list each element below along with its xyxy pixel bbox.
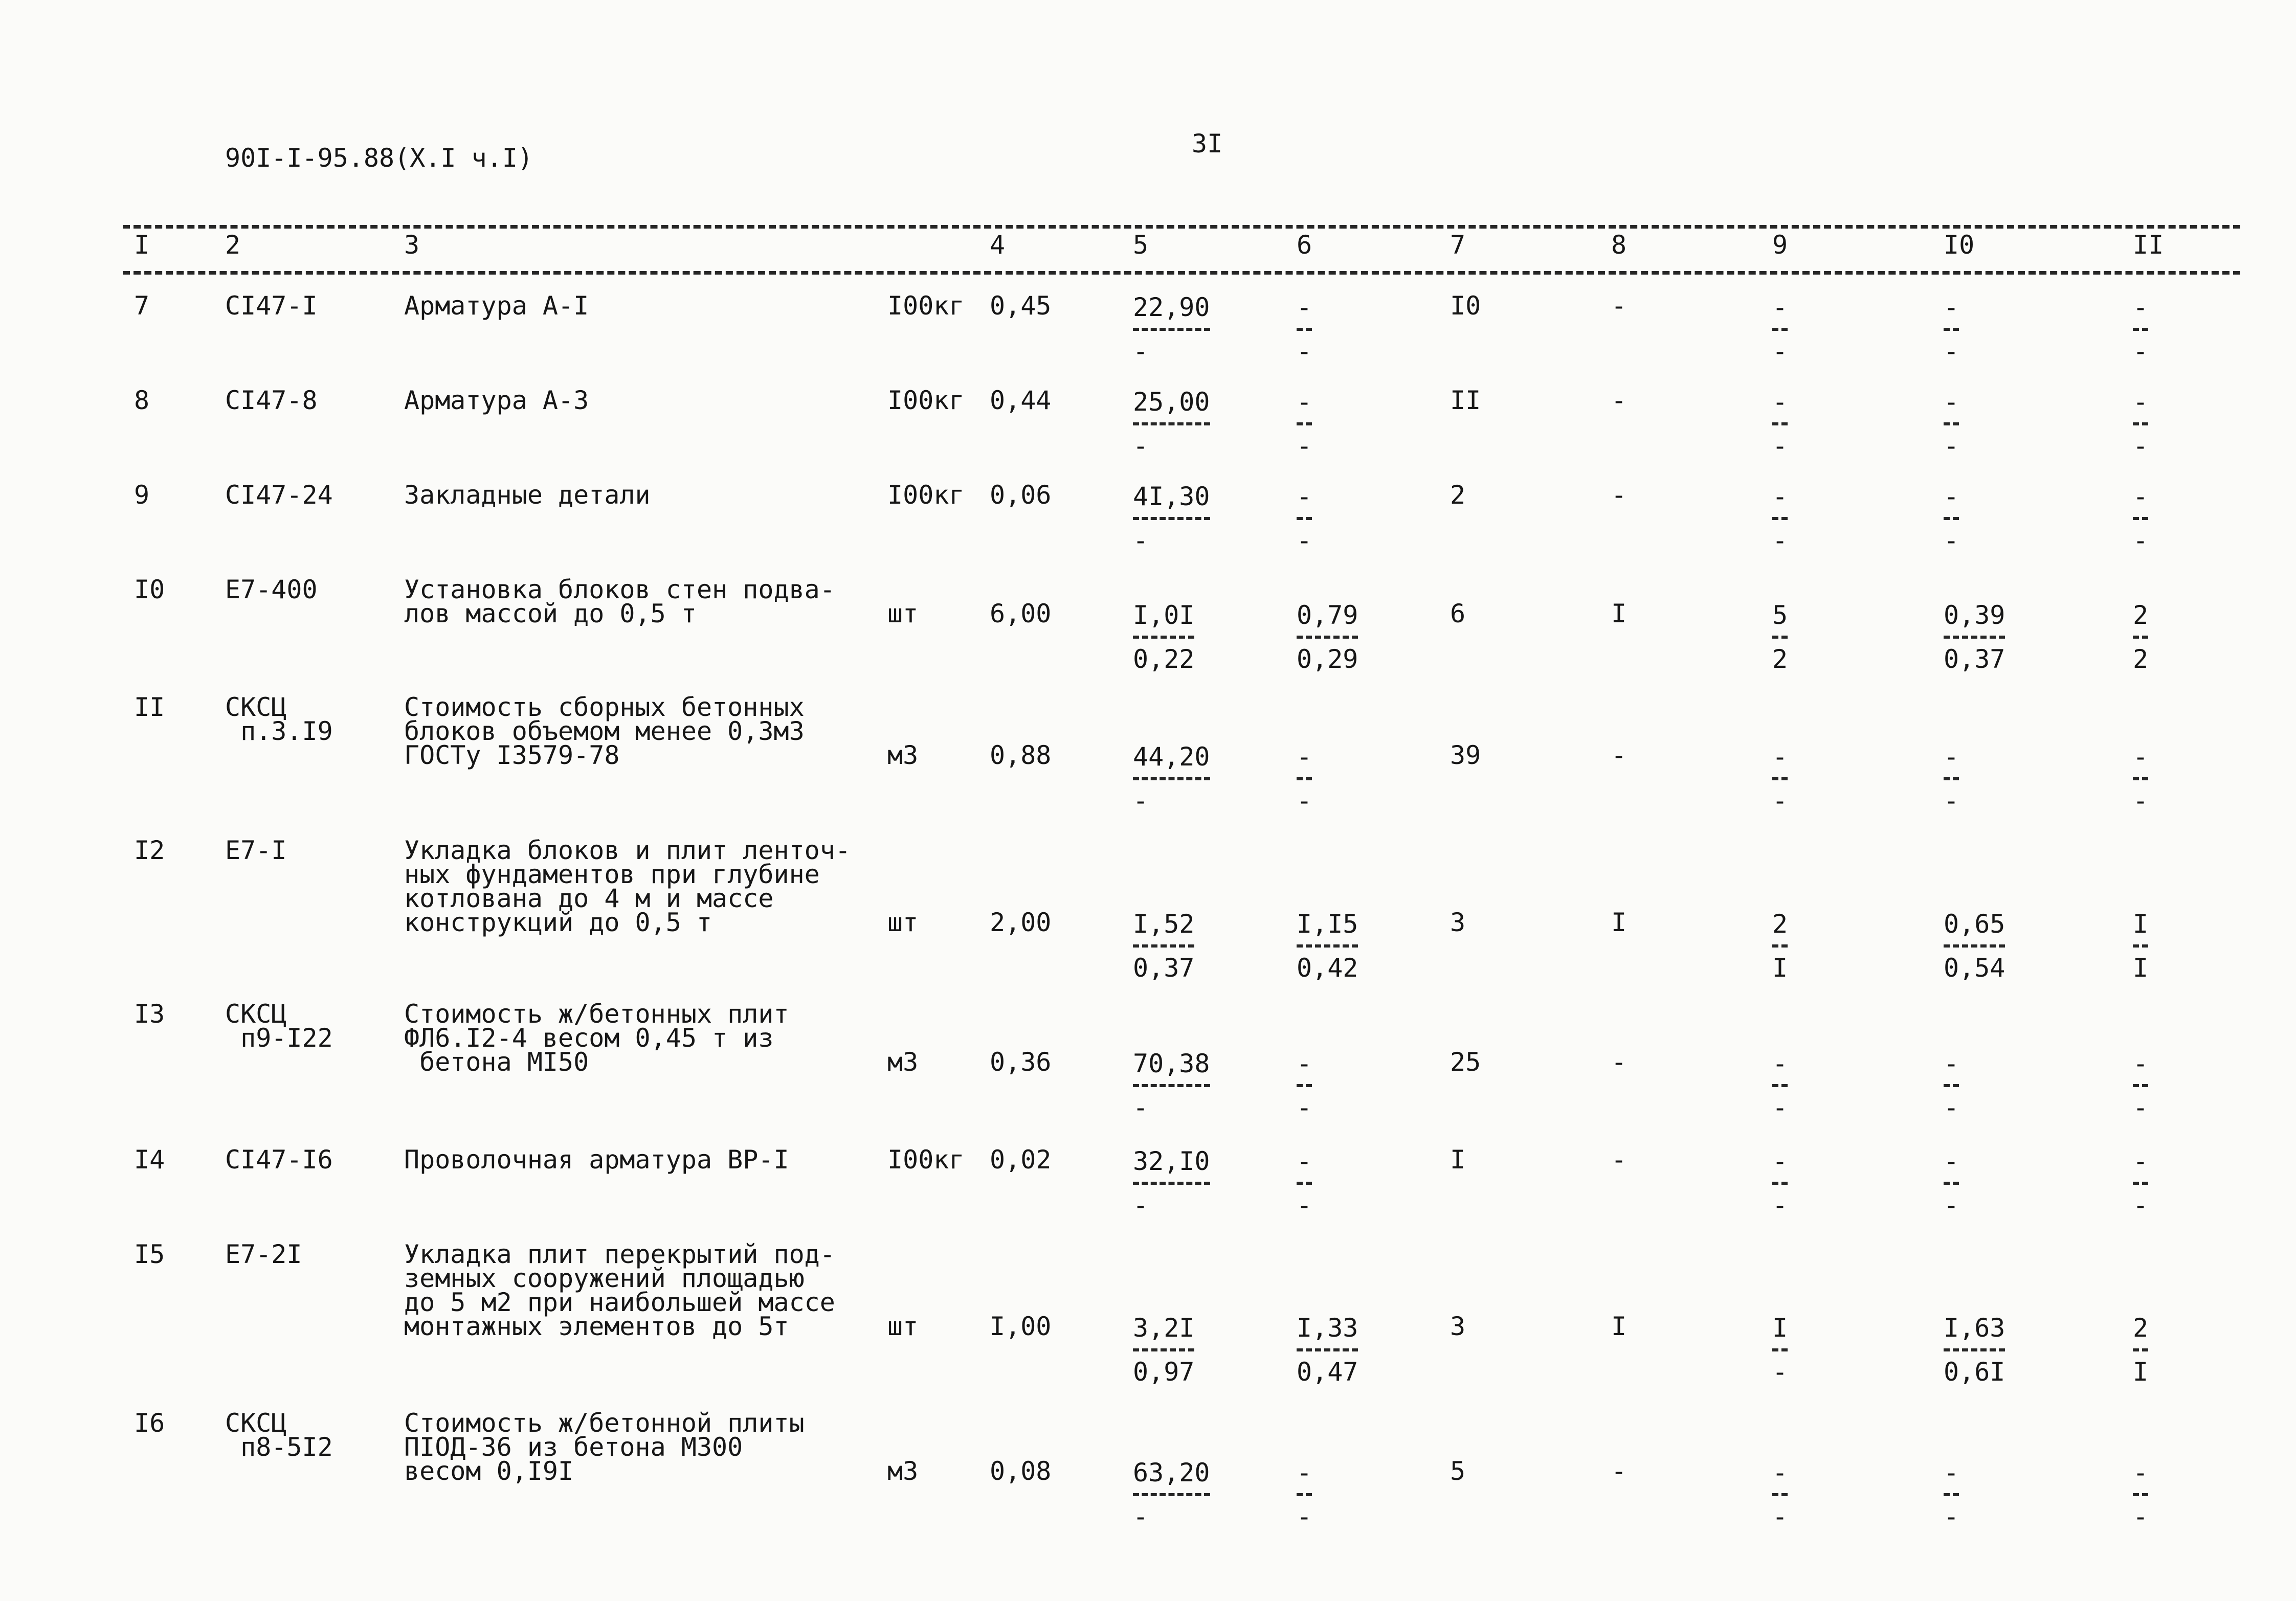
col6-value-numerator: - — [1297, 387, 1312, 417]
col10-value-numerator: I,63 — [1944, 1313, 2005, 1343]
work-description: Стоимость сборных бетонных блоков объемом менее 0,3м3 ГОСТу I3579-78 — [404, 692, 805, 770]
unit-of-measure: шт — [887, 599, 919, 628]
col8-value: - — [1611, 740, 1627, 770]
unit-cost-fraction-bar — [1133, 1182, 1210, 1185]
col6-value-fraction-bar — [1297, 328, 1312, 331]
unit-cost — [1133, 389, 1210, 459]
unit-cost-fraction-bar — [1133, 328, 1210, 331]
col6-value-denominator: - — [1297, 431, 1312, 461]
quantity: 0,06 — [990, 480, 1052, 510]
unit-cost-fraction-bar — [1133, 1348, 1194, 1351]
col9-value-fraction-bar — [1772, 1084, 1788, 1087]
col7-value: 5 — [1450, 1456, 1466, 1486]
work-description: Укладка блоков и плит ленточ- ных фундаментов при глубине котлована до 4 м и массе конструкций до 0,5 т — [404, 836, 851, 937]
unit-cost-fraction-bar — [1133, 422, 1210, 425]
unit-cost — [1133, 911, 1194, 981]
col11-value-denominator: I — [2133, 953, 2149, 983]
col9-value-denominator: - — [1772, 1093, 1788, 1122]
col10-value-denominator: - — [1944, 1502, 1959, 1531]
unit-cost-denominator: - — [1133, 526, 1149, 555]
col6-value-denominator: - — [1297, 526, 1312, 555]
col6-value-denominator: - — [1297, 336, 1312, 366]
unit-of-measure: I00кг — [887, 1145, 965, 1175]
col9-value — [1772, 483, 1788, 554]
norm-code: E7-I — [225, 836, 287, 865]
unit-cost-numerator: 44,20 — [1133, 742, 1210, 772]
col8-value: - — [1611, 1145, 1627, 1175]
unit-cost-fraction-bar — [1133, 777, 1210, 780]
table-header-rule — [123, 271, 2240, 275]
col10-value-denominator: 0,54 — [1944, 953, 2005, 983]
col10-value-numerator: 0,65 — [1944, 909, 2005, 939]
col6-value-fraction-bar — [1297, 636, 1358, 639]
col10-value — [1944, 911, 2005, 981]
col10-value-denominator: - — [1944, 526, 1959, 555]
work-description: Укладка плит перекрытий под- земных сооружений площадью до 5 м2 при наибольшей массе монтажных элементов до 5т — [404, 1239, 835, 1341]
col10-value-fraction-bar — [1944, 1084, 1959, 1087]
col11-value-numerator: 2 — [2133, 600, 2149, 630]
unit-cost — [1133, 1315, 1194, 1385]
col9-value-denominator: - — [1772, 336, 1788, 366]
row-number: I4 — [134, 1145, 165, 1175]
col10-value — [1944, 294, 1959, 365]
col9-value-fraction-bar — [1772, 636, 1788, 639]
col6-value-fraction-bar — [1297, 944, 1358, 948]
col11-value-denominator: - — [2133, 1093, 2149, 1122]
unit-cost — [1133, 1459, 1210, 1530]
col9-value-denominator: - — [1772, 786, 1788, 816]
column-number: 6 — [1297, 230, 1312, 260]
col9-value-numerator: - — [1772, 1458, 1788, 1487]
column-number: 5 — [1133, 230, 1149, 260]
work-description: Арматура А-3 — [404, 386, 589, 415]
column-number: 2 — [225, 230, 241, 260]
unit-cost — [1133, 1050, 1210, 1121]
row-number: I5 — [134, 1239, 165, 1269]
col8-value: - — [1611, 386, 1627, 415]
unit-cost-denominator: - — [1133, 1093, 1149, 1122]
unit-of-measure: шт — [887, 1312, 919, 1341]
unit-cost-fraction-bar — [1133, 1493, 1210, 1496]
column-number: I — [134, 230, 150, 260]
col11-value — [2133, 294, 2148, 365]
norm-code: СКСЦ п.3.I9 — [225, 692, 333, 746]
norm-code: CI47-I — [225, 291, 318, 321]
col6-value-numerator: - — [1297, 292, 1312, 322]
col10-value-numerator: - — [1944, 482, 1959, 511]
page-number: 3I — [1192, 129, 1223, 159]
unit-cost-numerator: 70,38 — [1133, 1049, 1210, 1078]
col6-value — [1297, 483, 1312, 554]
norm-code: CI47-I6 — [225, 1145, 333, 1175]
col10-value — [1944, 602, 2005, 672]
col9-value-fraction-bar — [1772, 517, 1788, 520]
unit-cost-numerator: 32,I0 — [1133, 1146, 1210, 1176]
col6-value — [1297, 743, 1312, 814]
col11-value-denominator: - — [2133, 1502, 2149, 1531]
unit-cost — [1133, 483, 1210, 554]
col10-value-fraction-bar — [1944, 636, 2005, 639]
col10-value-denominator: - — [1944, 1190, 1959, 1220]
col6-value — [1297, 1315, 1358, 1385]
col10-value-numerator: - — [1944, 292, 1959, 322]
unit-cost-denominator: 0,97 — [1133, 1357, 1195, 1387]
col10-value-numerator: - — [1944, 1458, 1959, 1487]
unit-cost-denominator: - — [1133, 786, 1149, 816]
col6-value-fraction-bar — [1297, 422, 1312, 425]
col7-value: 39 — [1450, 740, 1481, 770]
unit-cost-numerator: 22,90 — [1133, 292, 1210, 322]
col10-value — [1944, 1459, 1959, 1530]
unit-cost-denominator: 0,22 — [1133, 644, 1195, 674]
row-number: I2 — [134, 836, 165, 865]
col9-value-denominator: - — [1772, 431, 1788, 461]
col8-value: I — [1611, 908, 1627, 937]
col11-value-numerator: - — [2133, 1458, 2149, 1487]
col9-value — [1772, 389, 1788, 459]
col6-value-numerator: 0,79 — [1297, 600, 1358, 630]
col10-value-fraction-bar — [1944, 1182, 1959, 1185]
unit-of-measure: I00кг — [887, 480, 965, 510]
column-number: 7 — [1450, 230, 1466, 260]
row-number: 7 — [134, 291, 150, 321]
col10-value-denominator: - — [1944, 336, 1959, 366]
quantity: 0,88 — [990, 740, 1052, 770]
col10-value-numerator: - — [1944, 1049, 1959, 1078]
col11-value-fraction-bar — [2133, 1084, 2148, 1087]
col11-value-fraction-bar — [2133, 1182, 2148, 1185]
col11-value-denominator: - — [2133, 786, 2149, 816]
col11-value-denominator: - — [2133, 526, 2149, 555]
col11-value-numerator: I — [2133, 909, 2149, 939]
col9-value — [1772, 294, 1788, 365]
norm-code: СКСЦ п9-I22 — [225, 999, 333, 1053]
col9-value — [1772, 743, 1788, 814]
col10-value-denominator: 0,6I — [1944, 1357, 2005, 1387]
col6-value-fraction-bar — [1297, 777, 1312, 780]
col6-value — [1297, 1148, 1312, 1219]
col10-value-numerator: - — [1944, 742, 1959, 772]
col9-value-numerator: - — [1772, 1049, 1788, 1078]
col11-value-numerator: - — [2133, 1049, 2149, 1078]
col8-value: - — [1611, 480, 1627, 510]
column-number: 9 — [1772, 230, 1788, 260]
col9-value-denominator: - — [1772, 1357, 1788, 1387]
col7-value: 2 — [1450, 480, 1466, 510]
unit-cost-numerator: I,0I — [1133, 600, 1195, 630]
unit-of-measure: I00кг — [887, 291, 965, 321]
col9-value-numerator: - — [1772, 387, 1788, 417]
norm-code: CI47-8 — [225, 386, 318, 415]
col9-value-fraction-bar — [1772, 1182, 1788, 1185]
column-number: 4 — [990, 230, 1006, 260]
col10-value-fraction-bar — [1944, 328, 1959, 331]
quantity: I,00 — [990, 1312, 1052, 1341]
col7-value: 3 — [1450, 908, 1466, 937]
col6-value-denominator: 0,29 — [1297, 644, 1358, 674]
row-number: 9 — [134, 480, 150, 510]
col9-value — [1772, 1459, 1788, 1530]
col11-value-numerator: - — [2133, 292, 2149, 322]
col6-value-denominator: 0,47 — [1297, 1357, 1358, 1387]
col7-value: II — [1450, 386, 1481, 415]
col7-value: 3 — [1450, 1312, 1466, 1341]
col6-value — [1297, 911, 1358, 981]
col11-value-denominator: I — [2133, 1357, 2149, 1387]
unit-cost-fraction-bar — [1133, 636, 1194, 639]
col11-value — [2133, 1459, 2148, 1530]
col11-value-fraction-bar — [2133, 1348, 2148, 1351]
col9-value-numerator: 5 — [1772, 600, 1788, 630]
col6-value — [1297, 602, 1358, 672]
col10-value — [1944, 483, 1959, 554]
col6-value-fraction-bar — [1297, 1182, 1312, 1185]
quantity: 0,08 — [990, 1456, 1052, 1486]
col6-value-numerator: - — [1297, 1049, 1312, 1078]
work-description: Стоимость ж/бетонной плиты ПIОД-36 из бетона М300 весом 0,I9I — [404, 1408, 805, 1486]
col9-value-denominator: 2 — [1772, 644, 1788, 674]
work-description: Стоимость ж/бетонных плит ФЛ6.I2-4 весом 0,45 т из бетона МI50 — [404, 999, 789, 1077]
col10-value — [1944, 1148, 1959, 1219]
col6-value-denominator: - — [1297, 786, 1312, 816]
col11-value-fraction-bar — [2133, 1493, 2148, 1496]
unit-cost — [1133, 602, 1194, 672]
col9-value-fraction-bar — [1772, 422, 1788, 425]
row-number: I3 — [134, 999, 165, 1029]
quantity: 0,36 — [990, 1047, 1052, 1077]
norm-code: E7-2I — [225, 1239, 302, 1269]
col11-value — [2133, 483, 2148, 554]
unit-cost — [1133, 1148, 1210, 1219]
unit-cost-numerator: I,52 — [1133, 909, 1195, 939]
col10-value — [1944, 389, 1959, 459]
unit-cost-numerator: 4I,30 — [1133, 482, 1210, 511]
col10-value-denominator: - — [1944, 431, 1959, 461]
col6-value-fraction-bar — [1297, 517, 1312, 520]
col9-value-fraction-bar — [1772, 944, 1788, 948]
unit-cost-fraction-bar — [1133, 1084, 1210, 1087]
col11-value-fraction-bar — [2133, 636, 2148, 639]
work-description: Закладные детали — [404, 480, 651, 510]
work-description: Проволочная арматура ВР-I — [404, 1145, 789, 1175]
col10-value — [1944, 1050, 1959, 1121]
unit-cost-numerator: 63,20 — [1133, 1458, 1210, 1487]
col8-value: - — [1611, 1456, 1627, 1486]
unit-cost-fraction-bar — [1133, 944, 1194, 948]
col9-value-denominator: - — [1772, 1190, 1788, 1220]
unit-cost-denominator: 0,37 — [1133, 953, 1195, 983]
col9-value — [1772, 1050, 1788, 1121]
work-description: Арматура А-I — [404, 291, 589, 321]
row-number: I0 — [134, 575, 165, 604]
col9-value-denominator: - — [1772, 1502, 1788, 1531]
col9-value-numerator: I — [1772, 1313, 1788, 1343]
col11-value — [2133, 602, 2148, 672]
col10-value-denominator: - — [1944, 786, 1959, 816]
col6-value-denominator: - — [1297, 1190, 1312, 1220]
col11-value — [2133, 1148, 2148, 1219]
quantity: 2,00 — [990, 908, 1052, 937]
row-number: I6 — [134, 1408, 165, 1438]
unit-cost-fraction-bar — [1133, 517, 1210, 520]
col7-value: 25 — [1450, 1047, 1481, 1077]
col10-value-fraction-bar — [1944, 1493, 1959, 1496]
col7-value: 6 — [1450, 599, 1466, 628]
unit-cost-numerator: 3,2I — [1133, 1313, 1195, 1343]
col11-value-numerator: - — [2133, 742, 2149, 772]
col6-value-denominator: - — [1297, 1502, 1312, 1531]
col6-value-numerator: - — [1297, 742, 1312, 772]
col6-value-denominator: 0,42 — [1297, 953, 1358, 983]
col9-value-fraction-bar — [1772, 777, 1788, 780]
col10-value-fraction-bar — [1944, 1348, 2005, 1351]
column-number: II — [2133, 230, 2164, 260]
col8-value: - — [1611, 291, 1627, 321]
table-top-rule — [123, 225, 2240, 229]
col8-value: - — [1611, 1047, 1627, 1077]
col6-value-fraction-bar — [1297, 1493, 1312, 1496]
norm-code: E7-400 — [225, 575, 318, 604]
unit-cost-denominator: - — [1133, 1502, 1149, 1531]
col9-value-numerator: - — [1772, 742, 1788, 772]
work-description: Установка блоков стен подва- лов массой до 0,5 т — [404, 575, 835, 628]
col10-value-fraction-bar — [1944, 517, 1959, 520]
col6-value — [1297, 294, 1312, 365]
col11-value-fraction-bar — [2133, 422, 2148, 425]
column-number: 8 — [1611, 230, 1627, 260]
unit-cost-denominator: - — [1133, 1190, 1149, 1220]
quantity: 6,00 — [990, 599, 1052, 628]
document-code: 90I-I-95.88(X.I ч.I) — [225, 143, 533, 173]
col10-value-numerator: - — [1944, 1146, 1959, 1176]
col11-value-fraction-bar — [2133, 944, 2148, 948]
col9-value-denominator: - — [1772, 526, 1788, 555]
col6-value — [1297, 1050, 1312, 1121]
unit-cost — [1133, 294, 1210, 365]
col9-value — [1772, 602, 1788, 672]
col10-value-numerator: 0,39 — [1944, 600, 2005, 630]
col9-value-denominator: I — [1772, 953, 1788, 983]
col7-value: I0 — [1450, 291, 1481, 321]
col11-value-numerator: - — [2133, 482, 2149, 511]
col11-value — [2133, 1050, 2148, 1121]
col11-value — [2133, 389, 2148, 459]
unit-of-measure: шт — [887, 908, 919, 937]
unit-cost — [1133, 743, 1210, 814]
col11-value-fraction-bar — [2133, 777, 2148, 780]
col6-value-fraction-bar — [1297, 1084, 1312, 1087]
col9-value-fraction-bar — [1772, 1493, 1788, 1496]
col9-value — [1772, 1148, 1788, 1219]
col6-value-numerator: I,33 — [1297, 1313, 1358, 1343]
unit-of-measure: м3 — [887, 740, 919, 770]
col6-value-fraction-bar — [1297, 1348, 1358, 1351]
col11-value-numerator: - — [2133, 387, 2149, 417]
col9-value-numerator: 2 — [1772, 909, 1788, 939]
col11-value-numerator: - — [2133, 1146, 2149, 1176]
quantity: 0,45 — [990, 291, 1052, 321]
quantity: 0,02 — [990, 1145, 1052, 1175]
col10-value-fraction-bar — [1944, 422, 1959, 425]
col11-value-denominator: - — [2133, 336, 2149, 366]
col11-value — [2133, 911, 2148, 981]
col6-value-denominator: - — [1297, 1093, 1312, 1122]
col8-value: I — [1611, 1312, 1627, 1341]
col6-value-numerator: - — [1297, 1458, 1312, 1487]
unit-cost-denominator: - — [1133, 431, 1149, 461]
column-number: I0 — [1944, 230, 1975, 260]
unit-of-measure: м3 — [887, 1047, 919, 1077]
quantity: 0,44 — [990, 386, 1052, 415]
col11-value — [2133, 743, 2148, 814]
col10-value-numerator: - — [1944, 387, 1959, 417]
col9-value-fraction-bar — [1772, 1348, 1788, 1351]
col11-value-denominator: - — [2133, 431, 2149, 461]
col11-value-fraction-bar — [2133, 328, 2148, 331]
col10-value — [1944, 1315, 2005, 1385]
unit-cost-denominator: - — [1133, 336, 1149, 366]
row-number: II — [134, 692, 165, 722]
row-number: 8 — [134, 386, 150, 415]
col6-value-numerator: I,I5 — [1297, 909, 1358, 939]
col10-value — [1944, 743, 1959, 814]
norm-code: СКСЦ п8-5I2 — [225, 1408, 333, 1462]
col9-value — [1772, 911, 1788, 981]
col6-value-numerator: - — [1297, 482, 1312, 511]
col10-value-fraction-bar — [1944, 944, 2005, 948]
col9-value — [1772, 1315, 1788, 1385]
col11-value — [2133, 1315, 2148, 1385]
norm-code: CI47-24 — [225, 480, 333, 510]
unit-of-measure: I00кг — [887, 386, 965, 415]
col10-value-denominator: - — [1944, 1093, 1959, 1122]
col7-value: I — [1450, 1145, 1466, 1175]
col10-value-fraction-bar — [1944, 777, 1959, 780]
col9-value-numerator: - — [1772, 1146, 1788, 1176]
col11-value-fraction-bar — [2133, 517, 2148, 520]
column-number: 3 — [404, 230, 420, 260]
col9-value-numerator: - — [1772, 482, 1788, 511]
col6-value — [1297, 389, 1312, 459]
unit-cost-numerator: 25,00 — [1133, 387, 1210, 417]
col8-value: I — [1611, 599, 1627, 628]
col11-value-denominator: - — [2133, 1190, 2149, 1220]
col9-value-numerator: - — [1772, 292, 1788, 322]
col11-value-denominator: 2 — [2133, 644, 2149, 674]
col6-value-numerator: - — [1297, 1146, 1312, 1176]
unit-of-measure: м3 — [887, 1456, 919, 1486]
col11-value-numerator: 2 — [2133, 1313, 2149, 1343]
col6-value — [1297, 1459, 1312, 1530]
col9-value-fraction-bar — [1772, 328, 1788, 331]
col10-value-denominator: 0,37 — [1944, 644, 2005, 674]
